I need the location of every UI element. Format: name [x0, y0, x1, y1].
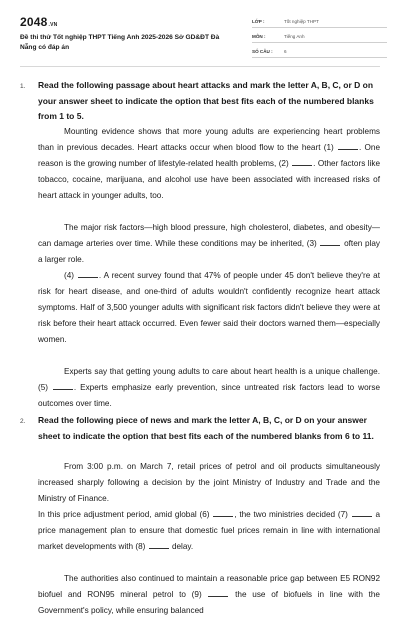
news-paragraph: The authorities also continued to maintain a reasonable price gap between E5 RON92 biofuel and RON95 mineral petrol to (9) the use of biofuels in line with the Government's policy, while ensuring balanced [38, 574, 380, 615]
passage-paragraph: The major risk factors—high blood pressure, high cholesterol, diabetes, and obesity—can damage arteries over time. While these conditions may be inherited, (3) often play a larger role. [38, 223, 380, 264]
exam-meta [252, 15, 387, 60]
exam-title: Đề thi thử Tốt nghiệp THPT Tiếng Anh 2025-2026 Sở GD&ĐT Đà Nẵng có đáp án [20, 34, 220, 51]
passage-paragraph: (4) . A recent survey found that 47% of people under 45 don't believe they're at risk for heart disease, and one-third of adults wouldn't confidently recognize heart attack symptoms. Half of 3,500 younger adults with significant risk factors didn't believe they were at risk before their heart attack occurred. Even fewer said their doctors warned them—especially women. [38, 271, 380, 344]
meta-count-key: SỐ CÂU : [252, 48, 273, 54]
meta-subject-row [252, 30, 387, 43]
answer-blank[interactable] [352, 509, 372, 517]
question-number: 1. [20, 83, 26, 90]
passage-paragraph: Mounting evidence shows that more young adults are experiencing heart problems than in previous decades. Heart attacks occur when blood flow to the heart (1) . One reason is the growing number of lifestyle-related health problems, (2) . Other factors like tobacco, cocaine, marijuana, and alcohol use have been associated with increased risks of heart attack in younger adults, too. [38, 127, 380, 200]
answer-blank[interactable] [53, 382, 73, 390]
site-logo[interactable]: 2048.VN [20, 15, 58, 29]
passage-paragraph: Experts say that getting young adults to care about heart health is a unique challenge. (5) . Experts emphasize early prevention, since untreated risk factors lead to worse outcomes over time. [38, 367, 380, 408]
answer-blank[interactable] [320, 238, 340, 246]
answer-blank[interactable] [213, 509, 233, 517]
meta-subject-value: Tiếng Anh [284, 33, 305, 39]
meta-class-key: LỚP : [252, 18, 265, 24]
answer-blank[interactable] [338, 142, 358, 150]
meta-count-value: 6 [284, 48, 287, 54]
header-divider [20, 66, 380, 67]
meta-class-value: Tốt nghiệp THPT [284, 18, 319, 24]
question-instruction: Read the following piece of news and mark the letter A, B, C, or D on your answer sheet to indicate the option that best fits each of the numbered blanks from 6 to 11. [38, 415, 374, 441]
answer-blank[interactable] [208, 589, 228, 597]
meta-count-row [252, 45, 387, 58]
answer-blank[interactable] [149, 541, 169, 549]
question-instruction: Read the following passage about heart attacks and mark the letter A, B, C, or D on your answer sheet to indicate the option that best fits each of the numbered blanks from 1 to 5. [38, 80, 374, 121]
answer-blank[interactable] [292, 158, 312, 166]
question-number: 2. [20, 418, 26, 425]
answer-blank[interactable] [78, 270, 98, 278]
news-paragraph: In this price adjustment period, amid global (6) , the two ministries decided (7) a price management plan to ensure that domestic fuel prices remain in line with international market developments with (8) delay. [38, 510, 380, 551]
news-paragraph: From 3:00 p.m. on March 7, retail prices of petrol and oil products simultaneously increased sharply following a decision by the joint Ministry of Industry and Trade and the Ministry of Finance. [38, 462, 380, 503]
document-header [0, 0, 400, 62]
meta-class-row [252, 15, 387, 28]
meta-subject-key: MÔN : [252, 33, 266, 39]
